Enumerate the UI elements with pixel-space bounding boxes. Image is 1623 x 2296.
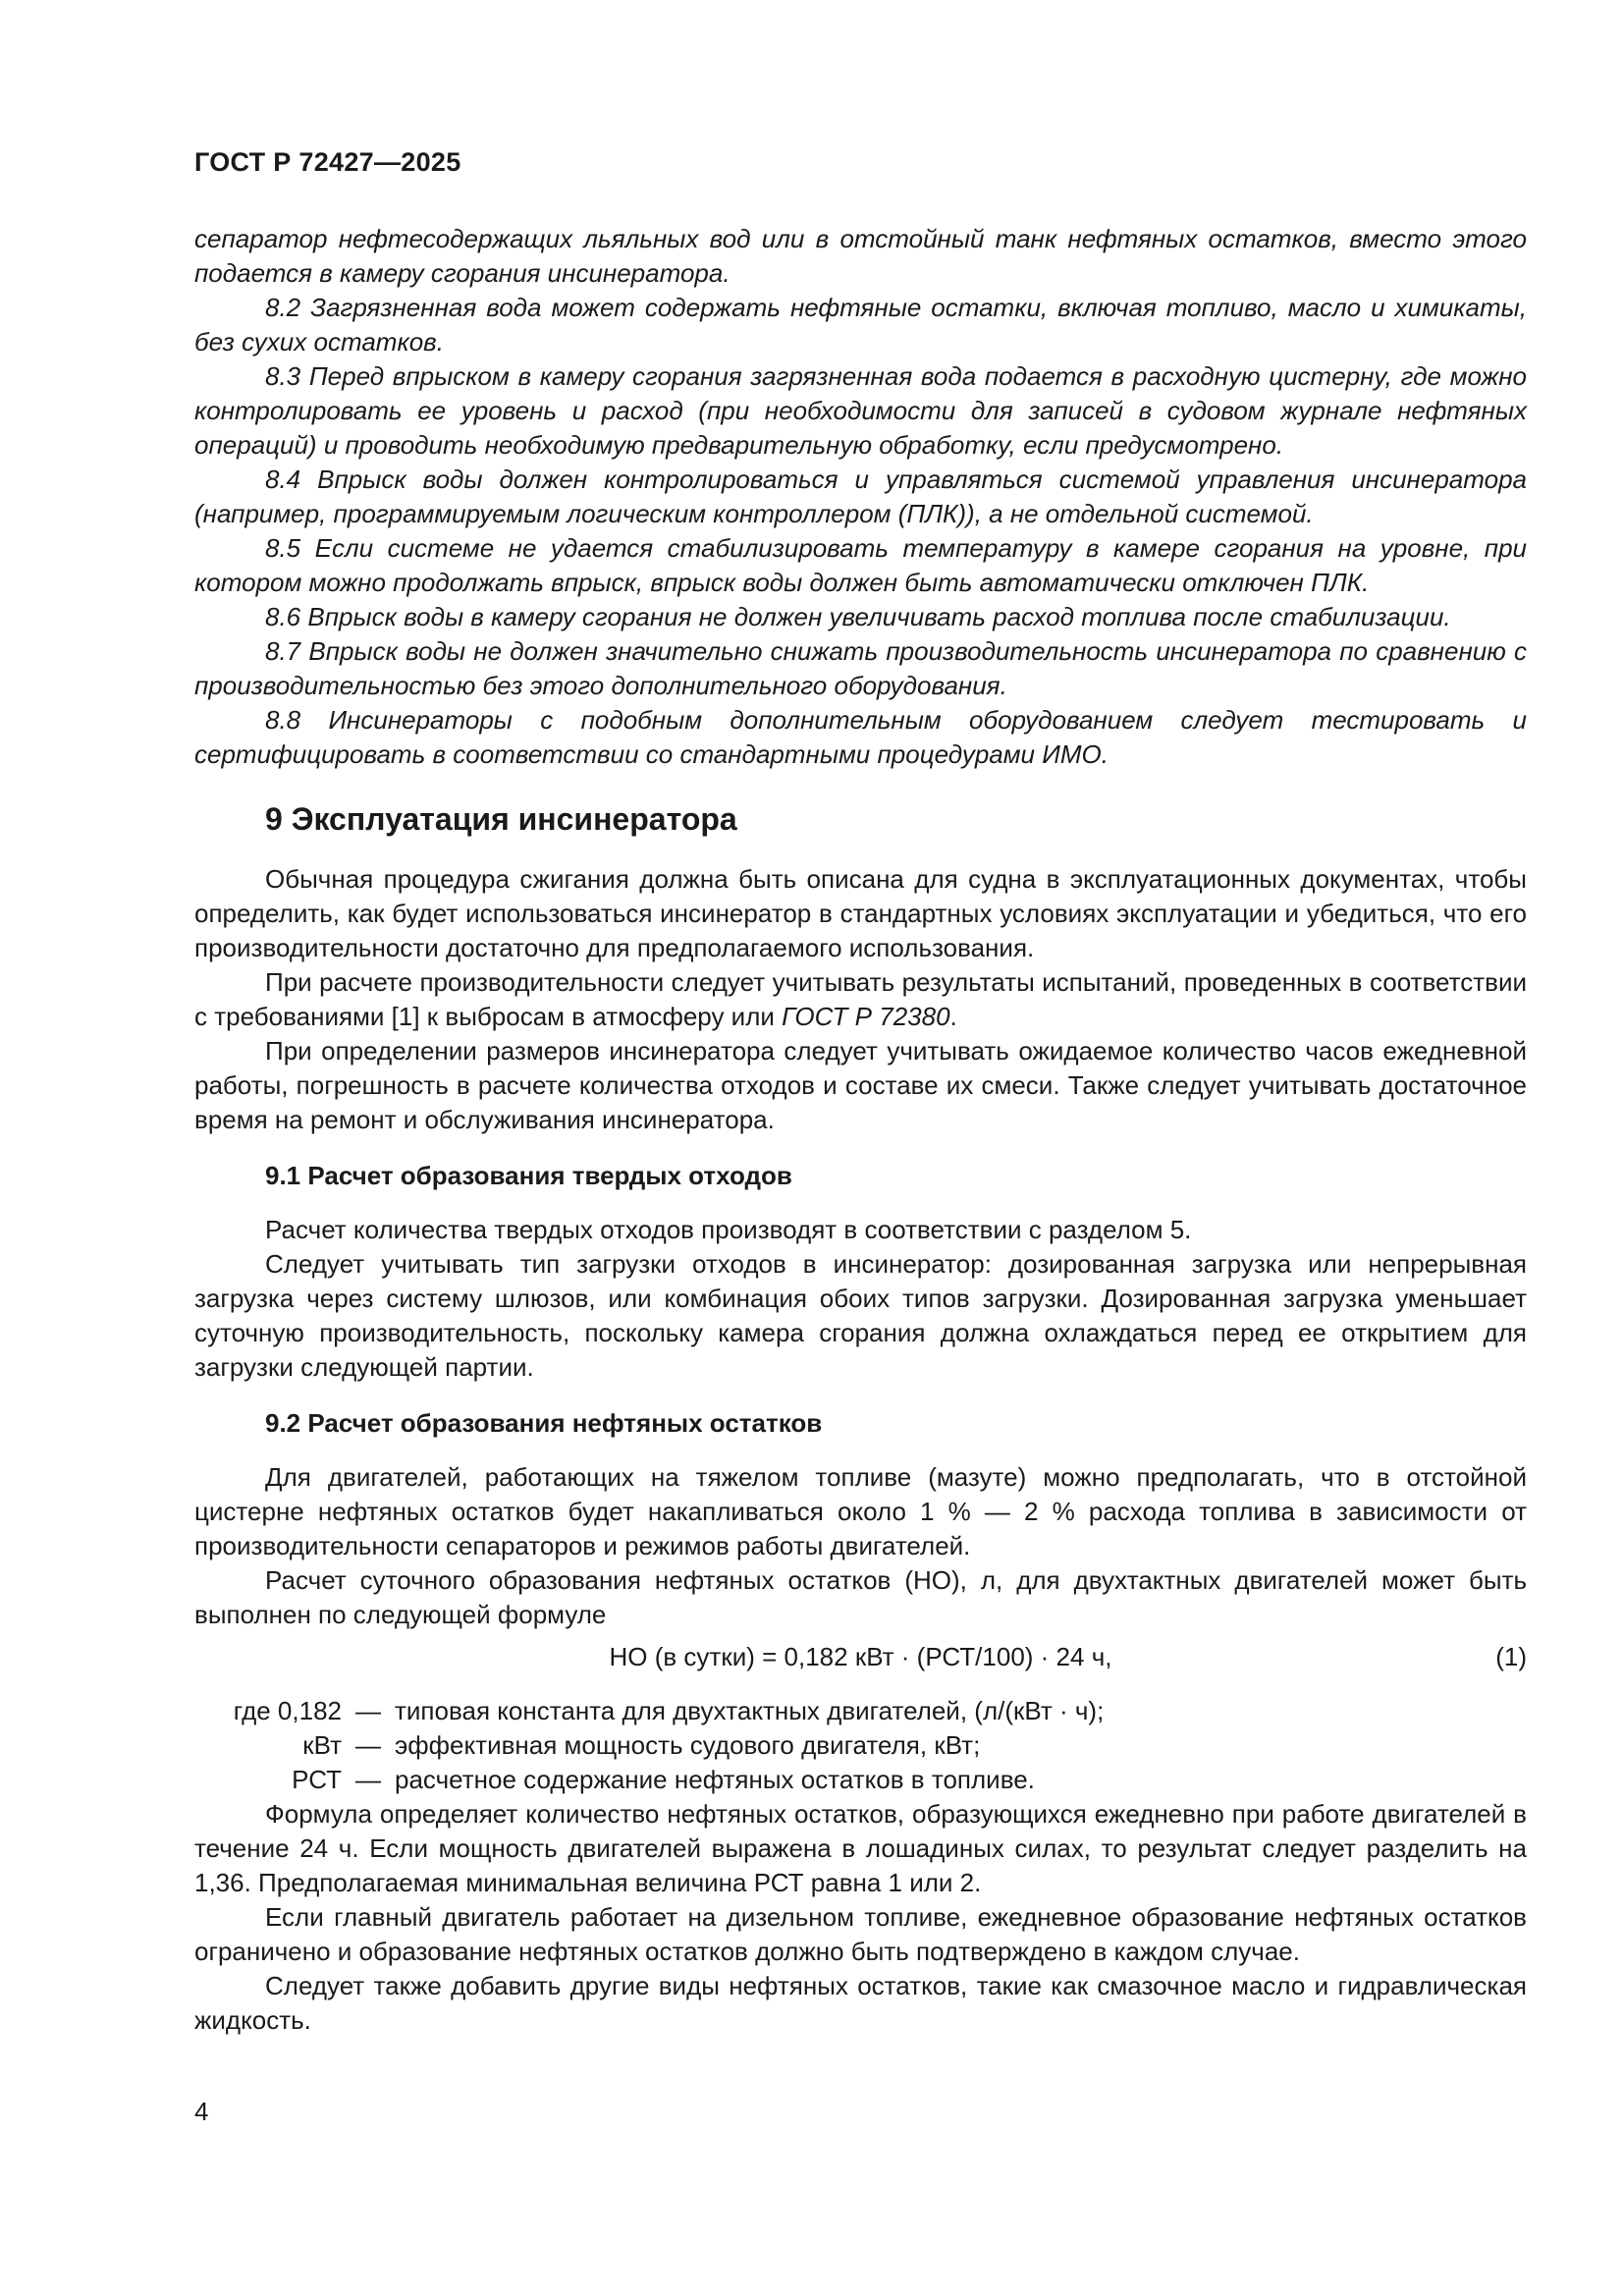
legend-term: РСТ bbox=[292, 1765, 342, 1794]
clause-8-8: 8.8 Инсинераторы с подобным дополнительным оборудованием следует тестировать и сертифицировать в соответствии со стандартными процедурами ИМО. bbox=[194, 705, 1527, 769]
legend-definition: эффективная мощность судового двигателя, кВт; bbox=[395, 1730, 981, 1760]
section-9-1-heading: 9.1 Расчет образования твердых отходов bbox=[265, 1161, 792, 1190]
section-9-2-paragraph-4: Если главный двигатель работает на дизельном топливе, ежедневное образование нефтяных остатков ограничено и образование нефтяных остатков должно быть подтверждено в каждом случае. bbox=[194, 1902, 1527, 1966]
legend-term: кВт bbox=[302, 1730, 342, 1760]
section-9-paragraph-2-text: При расчете производительности следует учитывать результаты испытаний, проведенных в соответствии с требованиями [1] к выбросам в атмосферу или bbox=[194, 967, 1527, 1031]
document-header: ГОСТ Р 72427—2025 bbox=[194, 147, 461, 177]
section-9-paragraph-2-end: . bbox=[949, 1002, 957, 1031]
section-9-1-paragraph-1: Расчет количества твердых отходов производят в соответствии с разделом 5. bbox=[265, 1215, 1192, 1244]
legend-dash: — bbox=[355, 1730, 381, 1760]
page-content bbox=[194, 222, 1527, 2038]
clause-8-4: 8.4 Впрыск воды должен контролироваться и управляться системой управления инсинератора (например, программируемым логическим контроллером (ПЛК)), а не отдельной системой. bbox=[194, 465, 1527, 528]
clause-8-2: 8.2 Загрязненная вода может содержать нефтяные остатки, включая топливо, масло и химикаты, без сухих остатков. bbox=[194, 293, 1527, 356]
clause-8-6: 8.6 Впрыск воды в камеру сгорания не должен увеличивать расход топлива после стабилизации. bbox=[265, 602, 1451, 631]
section-9-1-paragraph-2: Следует учитывать тип загрузки отходов в инсинератор: дозированная загрузка или непрерывная загрузка через систему шлюзов, или комбинация обоих типов загрузки. Дозированная загрузка уменьшает суточную производительность, поскольку камера сгорания должна охлаждаться перед ее открытием для загрузки следующей партии. bbox=[194, 1249, 1527, 1382]
clause-8-3: 8.3 Перед впрыском в камеру сгорания загрязненная вода подается в расходную цистерну, где можно контролировать ее уровень и расход (при необходимости для записей в судовом журнале нефтяных операций) и проводить необходимую предварительную обработку, если предусмотрено. bbox=[194, 361, 1527, 460]
formula-1 bbox=[194, 1640, 1527, 1674]
legend-dash: — bbox=[355, 1696, 381, 1725]
section-9-2-paragraph-1: Для двигателей, работающих на тяжелом топливе (мазуте) можно предполагать, что в отстойной цистерне нефтяных остатков будет накапливаться около 1 % — 2 % расхода топлива в зависимости от производительности сепараторов и режимов работы двигателей. bbox=[194, 1462, 1527, 1560]
formula-legend-row bbox=[194, 1763, 1527, 1797]
legend-term: где 0,182 bbox=[233, 1696, 342, 1725]
gost-reference-link: ГОСТ Р 72380 bbox=[782, 1002, 950, 1031]
section-9-heading: 9 Эксплуатация инсинератора bbox=[265, 801, 737, 837]
legend-definition: типовая константа для двухтактных двигателей, (л/(кВт · ч); bbox=[395, 1696, 1105, 1725]
formula-expression: НО (в сутки) = 0,182 кВт · (РСТ/100) · 24 ч, bbox=[609, 1642, 1112, 1671]
continuation-paragraph: сепаратор нефтесодержащих льяльных вод или в отстойный танк нефтяных остатков, вместо этого подается в камеру сгорания инсинератора. bbox=[194, 224, 1527, 288]
formula-legend-row bbox=[194, 1728, 1527, 1763]
formula-legend-row bbox=[194, 1694, 1527, 1728]
section-9-paragraph-1: Обычная процедура сжигания должна быть описана для судна в эксплуатационных документах, чтобы определить, как будет использоваться инсинератор в стандартных условиях эксплуатации и убедиться, что его производительности достаточно для предполагаемого использования. bbox=[194, 864, 1527, 962]
section-9-paragraph-3: При определении размеров инсинератора следует учитывать ожидаемое количество часов ежедневной работы, погрешность в расчете количества отходов и составе их смеси. Также следует учитывать достаточное время на ремонт и обслуживания инсинератора. bbox=[194, 1036, 1527, 1134]
section-9-2-paragraph-3: Формула определяет количество нефтяных остатков, образующихся ежедневно при работе двигателей в течение 24 ч. Если мощность двигателей выражена в лошадиных силах, то результат следует разделить на 1,36. Предполагаемая минимальная величина РСТ равна 1 или 2. bbox=[194, 1799, 1527, 1897]
section-9-2-paragraph-2: Расчет суточного образования нефтяных остатков (НО), л, для двухтактных двигателей может быть выполнен по следующей формуле bbox=[194, 1565, 1527, 1629]
section-9-2-paragraph-5: Следует также добавить другие виды нефтяных остатков, такие как смазочное масло и гидравлическая жидкость. bbox=[194, 1971, 1527, 2035]
legend-dash: — bbox=[355, 1765, 381, 1794]
formula-number: (1) bbox=[1495, 1642, 1527, 1671]
clause-8-7: 8.7 Впрыск воды не должен значительно снижать производительность инсинератора по сравнению с производительностью без этого дополнительного оборудования. bbox=[194, 636, 1527, 700]
clause-8-5: 8.5 Если системе не удается стабилизировать температуру в камере сгорания на уровне, при котором можно продолжать впрыск, впрыск воды должен быть автоматически отключен ПЛК. bbox=[194, 533, 1527, 597]
page-number: 4 bbox=[194, 2097, 209, 2126]
section-9-2-heading: 9.2 Расчет образования нефтяных остатков bbox=[265, 1408, 823, 1438]
section-9-paragraph-2 bbox=[194, 965, 1527, 1034]
legend-definition: расчетное содержание нефтяных остатков в топливе. bbox=[395, 1765, 1035, 1794]
